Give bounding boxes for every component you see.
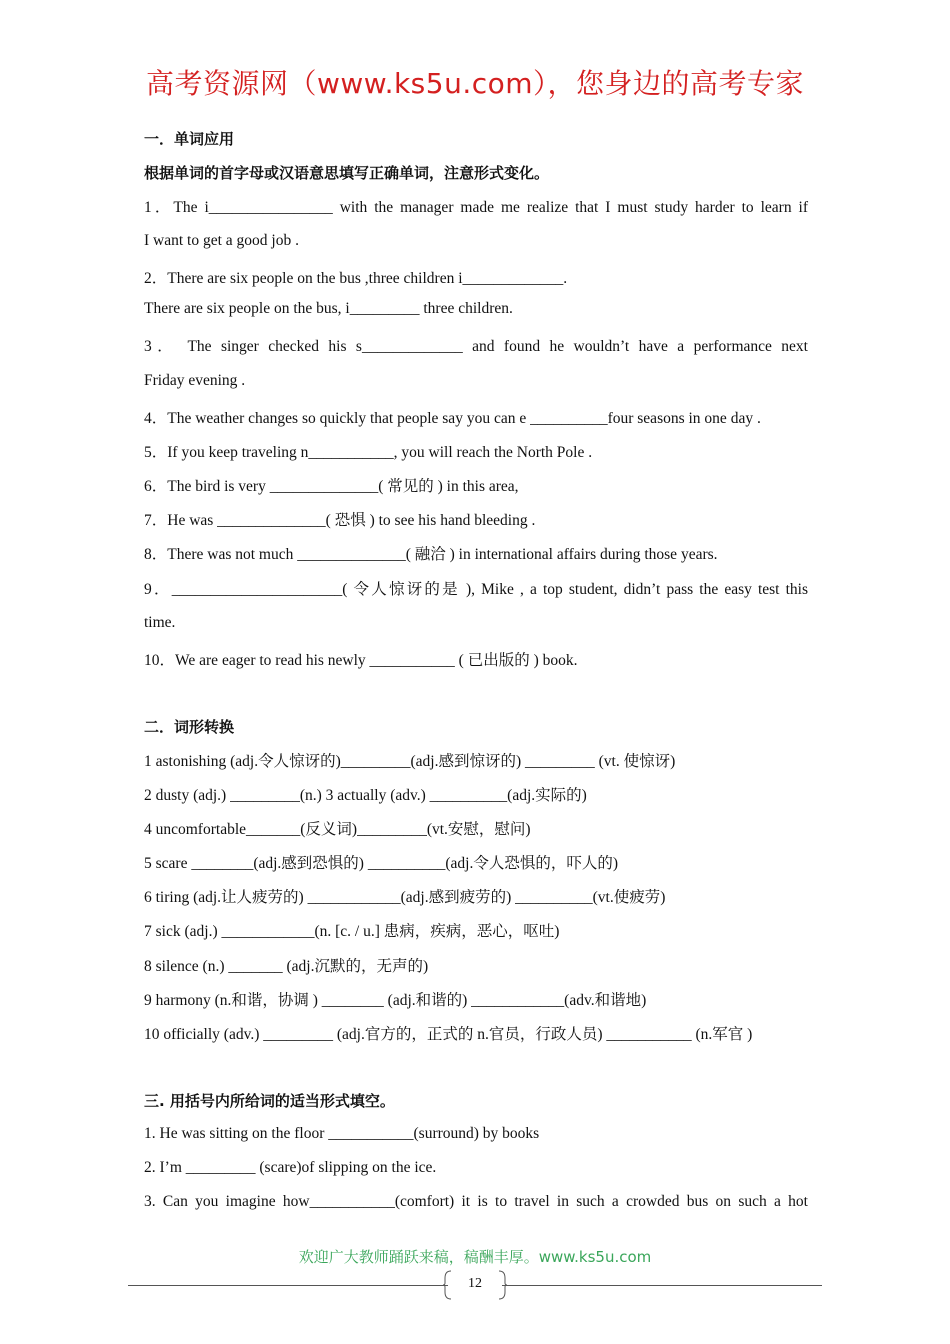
word-form-line: 10 officially (adv.) _________ (adj.官方的，正式的 n.官员，行政人员) ___________ (n.军官 ) — [144, 1026, 753, 1043]
question-line: 1．The i________________ with the manager made me realize that I must study harder to learn if — [144, 199, 808, 216]
question-line: 5．If you keep traveling n___________, you will reach the North Pole . — [144, 444, 593, 461]
question-line: 7．He was ______________( 恐惧 ) to see his hand bleeding . — [144, 512, 536, 529]
section1-instruction: 根据单词的首字母或汉语意思填写正确单词，注意形式变化。 — [144, 164, 550, 182]
question-line: time. — [144, 614, 176, 631]
question-line: I want to get a good job . — [144, 232, 299, 249]
fill-blank-line: 3. Can you imagine how___________(comfort) it is to travel in such a crowded bus on such a hot — [144, 1193, 808, 1210]
word-form-line: 8 silence (n.) _______ (adj.沉默的，无声的) — [144, 958, 429, 975]
fill-blank-line: 2. I’m _________ (scare)of slipping on the ice. — [144, 1159, 437, 1176]
word-form-line: 5 scare ________(adj.感到恐惧的) __________(adj.令人恐惧的，吓人的) — [144, 855, 618, 872]
word-form-line: 9 harmony (n.和谐，协调 ) ________ (adj.和谐的) ____________(adv.和谐地) — [144, 992, 647, 1009]
word-form-line: 6 tiring (adj.让人疲劳的) ____________(adj.感到疲劳的) __________(vt.使疲劳) — [144, 889, 666, 906]
question-line: There are six people on the bus, i_________ three children. — [144, 300, 513, 317]
word-form-line: 2 dusty (adj.) _________(n.) 3 actually (adv.) __________(adj.实际的) — [144, 787, 587, 804]
section1-heading: 一．单词应用 — [144, 130, 235, 148]
question-line: 6．The bird is very ______________( 常见的 ) in this area, — [144, 478, 519, 495]
fill-blank-line: 1. He was sitting on the floor ___________(surround) by books — [144, 1125, 540, 1142]
word-form-line: 1 astonishing (adj.令人惊讶的)_________(adj.感到惊讶的) _________ (vt. 使惊讶) — [144, 753, 676, 770]
word-form-line: 7 sick (adj.) ____________(n. [c. / u.] 患病，疾病，恶心，呕吐) — [144, 923, 560, 940]
section2-heading: 二．词形转换 — [144, 718, 235, 736]
footer-promo-text: 欢迎广大教师踊跃来稿，稿酬丰厚。www.ks5u.com — [298, 1248, 652, 1266]
question-line: 3． The singer checked his s_____________ and found he wouldn’t have a performance next — [144, 338, 808, 355]
page-number: 12 — [468, 1276, 482, 1291]
page-header-title: 高考资源网（www.ks5u.com），您身边的高考专家 — [145, 67, 805, 100]
question-line: 9．______________________( 令人惊讶的是 ), Mike , a top student, didn’t pass the easy test this — [144, 581, 808, 598]
word-form-line: 4 uncomfortable_______(反义词)_________(vt.安慰，慰问) — [144, 821, 531, 838]
footer-rule-right — [502, 1285, 822, 1286]
footer-rule-left — [128, 1285, 448, 1286]
section3-heading: 三. 用括号内所给词的适当形式填空。 — [144, 1092, 395, 1110]
question-line: 8．There was not much ______________( 融洽 ) in international affairs during those years. — [144, 546, 718, 563]
question-line: 2．There are six people on the bus ,three children i_____________. — [144, 270, 568, 287]
question-line: 10．We are eager to read his newly ___________ ( 已出版的 ) book. — [144, 652, 578, 669]
question-line: 4．The weather changes so quickly that people say you can e __________four seasons in one day . — [144, 410, 761, 427]
question-line: Friday evening . — [144, 372, 246, 389]
